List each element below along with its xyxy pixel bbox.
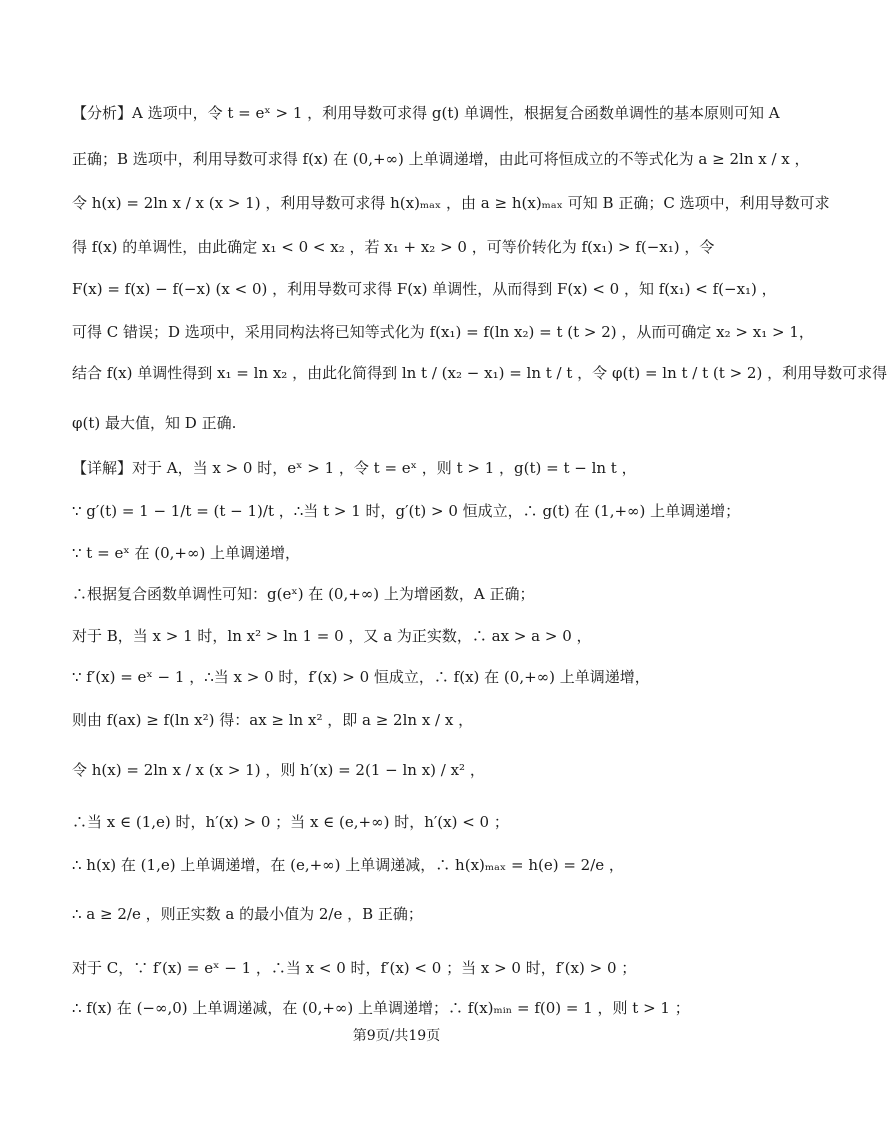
detail-line: ∵ g′(t) = 1 − 1/t = (t − 1)/t ，∴当 t > 1 时，g′(t) > 0 恒成立，∴ g(t) 在 (1,+∞) 上单调递增； xyxy=(72,502,741,520)
detail-line: ∴当 x ∈ (1,e) 时，h′(x) > 0 ；当 x ∈ (e,+∞) 时，h′(x) < 0 ； xyxy=(72,813,509,831)
detail-line: ∴ f(x) 在 (−∞,0) 上单调递减，在 (0,+∞) 上单调递增；∴ f(x)ₘᵢₙ = f(0) = 1 ，则 t > 1 ； xyxy=(72,999,690,1017)
detail-line: 【详解】对于 A，当 x > 0 时，eˣ > 1 ，令 t = eˣ ，则 t > 1 ，g(t) = t − ln t ， xyxy=(72,459,637,477)
detail-line: ∵ f′(x) = eˣ − 1 ，∴当 x > 0 时，f′(x) > 0 恒成立，∴ f(x) 在 (0,+∞) 上单调递增， xyxy=(72,668,650,686)
detail-line: ∴ a ≥ 2/e ，则正实数 a 的最小值为 2/e ，B 正确； xyxy=(72,905,423,923)
detail-line: 则由 f(ax) ≥ f(ln x²) 得：ax ≥ ln x² ，即 a ≥ 2ln x / x ， xyxy=(72,711,474,729)
detail-line: ∵ t = eˣ 在 (0,+∞) 上单调递增， xyxy=(72,544,301,562)
detail-line: ∴ h(x) 在 (1,e) 上单调递增，在 (e,+∞) 上单调递减，∴ h(x)ₘₐₓ = h(e) = 2/e ， xyxy=(72,856,624,874)
detail-line: ∴根据复合函数单调性可知：g(eˣ) 在 (0,+∞) 上为增函数，A 正确； xyxy=(72,585,535,603)
analysis-line: 正确；B 选项中，利用导数可求得 f(x) 在 (0,+∞) 上单调递增，由此可将恒成立的不等式化为 a ≥ 2ln x / x ， xyxy=(72,150,810,168)
detail-line: 对于 B，当 x > 1 时，ln x² > ln 1 = 0 ，又 a 为正实数，∴ ax > a > 0 ， xyxy=(72,627,592,645)
analysis-line: 令 h(x) = 2ln x / x (x > 1) ，利用导数可求得 h(x)ₘₐₓ ，由 a ≥ h(x)ₘₐₓ 可知 B 正确；C 选项中，利用导数可求 xyxy=(72,194,830,212)
analysis-line: φ(t) 最大值，知 D 正确. xyxy=(72,414,237,432)
detail-line: 对于 C，∵ f′(x) = eˣ − 1 ，∴当 x < 0 时，f′(x) < 0 ；当 x > 0 时，f′(x) > 0 ； xyxy=(72,959,637,977)
detail-line: 令 h(x) = 2ln x / x (x > 1) ，则 h′(x) = 2(1 − ln x) / x² ， xyxy=(72,761,485,779)
analysis-line: 结合 f(x) 单调性得到 x₁ = ln x₂ ，由此化简得到 ln t / (x₂ − x₁) = ln t / t ，令 φ(t) = ln t / t (t > 2) ，利用导数可求得 xyxy=(72,364,887,382)
analysis-line: 得 f(x) 的单调性，由此确定 x₁ < 0 < x₂ ，若 x₁ + x₂ > 0 ，可等价转化为 f(x₁) > f(−x₁) ，令 xyxy=(72,238,715,256)
page-number: 第9页/共19页 xyxy=(352,1028,441,1044)
analysis-line: F(x) = f(x) − f(−x) (x < 0) ，利用导数可求得 F(x) 单调性，从而得到 F(x) < 0 ，知 f(x₁) < f(−x₁) ， xyxy=(72,280,777,298)
analysis-line: 可得 C 错误；D 选项中，采用同构法将已知等式化为 f(x₁) = f(ln x₂) = t (t > 2) ，从而可确定 x₂ > x₁ > 1， xyxy=(72,323,814,341)
analysis-line: 【分析】A 选项中，令 t = eˣ > 1 ，利用导数可求得 g(t) 单调性，根据复合函数单调性的基本原则可知 A xyxy=(72,104,780,122)
